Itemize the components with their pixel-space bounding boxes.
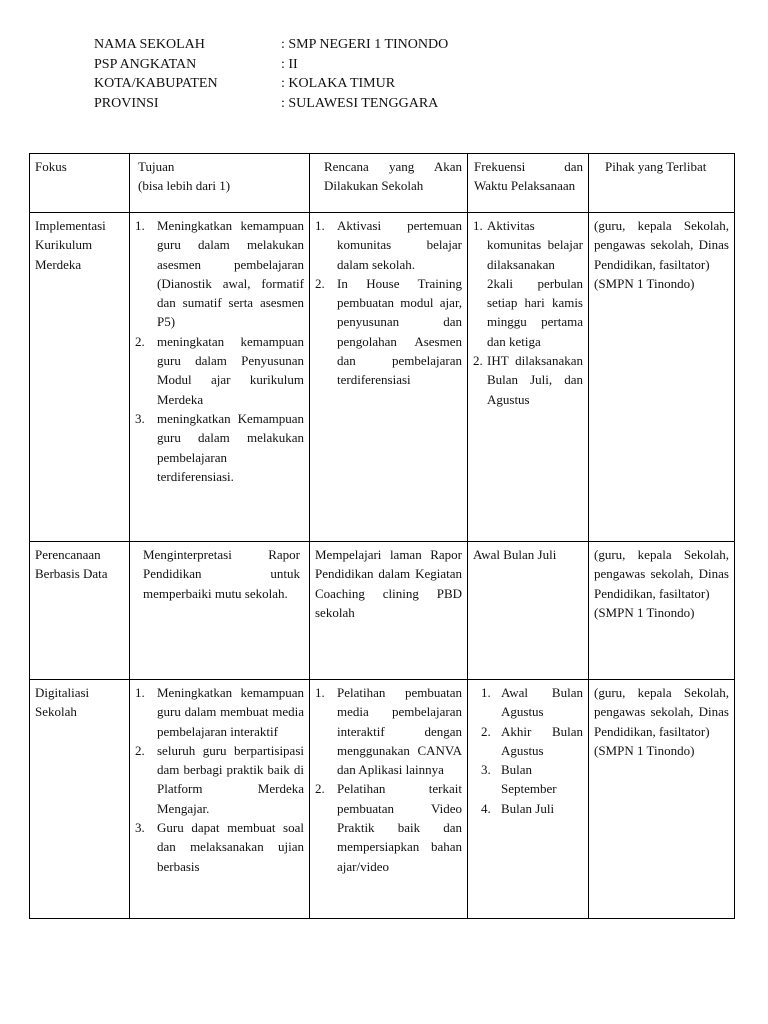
school-info-value: : SULAWESI TENGGARA xyxy=(281,95,439,111)
cell-tujuan xyxy=(130,213,310,542)
pihak-text: (guru, kepala Sekolah, pengawas sekolah, Dinas Pendidikan, fasiltator) xyxy=(594,685,729,739)
frekuensi-list xyxy=(473,683,583,818)
cell-rencana xyxy=(310,213,468,542)
tujuan-clip xyxy=(135,683,304,914)
school-info-value: : SMP NEGERI 1 TINONDO xyxy=(281,37,449,52)
list-item: Pelatihan pembuatan media pembelajaran interaktif dengan menggunakan CANVA dan Aplikasi lainnya xyxy=(337,685,462,778)
header-tujuan-text: Tujuan xyxy=(138,159,175,174)
list-item: seluruh guru berpartisipasi dam berbagi praktik baik di Platform Merdeka Mengajar. xyxy=(157,742,304,816)
tujuan-list xyxy=(135,216,304,486)
header-pihak xyxy=(589,154,735,213)
rencana-text: Mempelajari laman Rapor Pendidikan dalam Kegiatan Coaching clining PBD sekolah xyxy=(315,547,462,620)
cell-tujuan xyxy=(130,542,310,680)
pihak-school: (SMPN 1 Tinondo) xyxy=(594,604,695,620)
school-info-row xyxy=(94,55,448,75)
rencana-clip xyxy=(315,683,462,914)
list-item: IHT dilaksanakan Bulan Juli, dan Agustus xyxy=(487,353,583,407)
header-tujuan-subtext: (bisa lebih dari 1) xyxy=(138,178,231,194)
pihak-text: (guru, kepala Sekolah, pengawas sekolah, Dinas Pendidikan, fasiltator) xyxy=(594,547,729,601)
frekuensi-list xyxy=(473,216,583,409)
school-info xyxy=(94,35,448,113)
table-row xyxy=(30,680,735,919)
list-item: meningkatan kemampuan guru dalam Penyusunan Modul ajar kurikulum Merdeka xyxy=(157,333,304,407)
header-frekuensi-text: Frekuensi dan Waktu Pelaksanaan xyxy=(474,159,583,194)
header-fokus-text: Fokus xyxy=(35,159,67,174)
list-item: Meningkatkan kemampuan guru dalam membuat media pembelajaran interaktif xyxy=(157,685,304,739)
cell-frekuensi xyxy=(468,680,589,919)
fokus-text: Implementasi Kurikulum Merdeka xyxy=(35,218,106,272)
list-item: Pelatihan terkait pembuatan Video Praktik baik dan mempersiapkan bahan ajar/video xyxy=(337,781,462,874)
list-item: Akhir Bulan Agustus xyxy=(501,723,583,758)
school-info-label: PROVINSI xyxy=(94,95,159,111)
list-item: Aktivitas komunitas belajar dilaksanakan 2kali perbulan setiap hari kamis minggu pertama dan ketiga xyxy=(487,218,583,349)
list-item: Guru dapat membuat soal dan melaksanakan ujian berbasis xyxy=(157,820,304,874)
header-fokus xyxy=(30,154,130,213)
table-row xyxy=(30,542,735,680)
school-info-label: NAMA SEKOLAH xyxy=(94,37,205,52)
fokus-text: Perencanaan Berbasis Data xyxy=(35,547,108,582)
list-item: meningkatkan Kemampuan guru dalam melakukan pembelajaran terdiferensiasi. xyxy=(157,410,304,484)
header-frekuensi xyxy=(468,154,589,213)
cell-frekuensi xyxy=(468,542,589,680)
header-tujuan xyxy=(130,154,310,213)
cell-rencana xyxy=(310,542,468,680)
cell-pihak xyxy=(589,542,735,680)
pihak-text: (guru, kepala Sekolah, pengawas sekolah, Dinas Pendidikan, fasiltator) xyxy=(594,218,729,272)
pihak-school: (SMPN 1 Tinondo) xyxy=(594,275,695,291)
school-info-value: : II xyxy=(281,56,298,72)
header-pihak-text: Pihak yang Terlibat xyxy=(605,159,707,174)
school-info-row xyxy=(94,35,448,55)
cell-frekuensi xyxy=(468,213,589,542)
school-info-row xyxy=(94,94,448,114)
fokus-text: Digitaliasi Sekolah xyxy=(35,685,90,720)
cell-fokus xyxy=(30,542,130,680)
header-rencana xyxy=(310,154,468,213)
header-rencana-text: Rencana yang Akan Dilakukan Sekolah xyxy=(324,159,462,194)
table-header-row xyxy=(30,154,735,213)
cell-pihak xyxy=(589,213,735,542)
list-item: Bulan Juli xyxy=(501,800,555,816)
school-info-label: PSP ANGKATAN xyxy=(94,56,197,72)
tujuan-list xyxy=(135,683,304,876)
table-row xyxy=(30,213,735,542)
list-item: Meningkatkan kemampuan guru dalam melakukan asesmen pembelajaran (Dianostik awal, formatif dan sumatif serta asesmen P5) xyxy=(157,218,304,330)
program-plan-table xyxy=(29,153,735,919)
school-info-row xyxy=(94,74,448,94)
cell-fokus xyxy=(30,213,130,542)
list-item: Aktivasi pertemuan komunitas belajar dalam sekolah. xyxy=(337,218,462,272)
cell-pihak xyxy=(589,680,735,919)
pihak-school: (SMPN 1 Tinondo) xyxy=(594,742,695,758)
cell-rencana xyxy=(310,680,468,919)
list-item: Bulan September xyxy=(501,762,557,797)
frekuensi-text: Awal Bulan Juli xyxy=(473,547,557,562)
rencana-list xyxy=(315,216,462,390)
tujuan-text: Menginterpretasi Rapor Pendidikan untuk memperbaiki mutu sekolah. xyxy=(143,547,300,601)
school-info-label: KOTA/KABUPATEN xyxy=(94,76,218,91)
school-info-value: : KOLAKA TIMUR xyxy=(281,76,396,91)
list-item: In House Training pembuatan modul ajar, penyusunan dan pengolahan Asesmen dan pembelajaran terdiferensiasi xyxy=(337,275,462,388)
rencana-list xyxy=(315,683,462,876)
list-item: Awal Bulan Agustus xyxy=(501,685,583,720)
cell-tujuan xyxy=(130,680,310,919)
cell-fokus xyxy=(30,680,130,919)
